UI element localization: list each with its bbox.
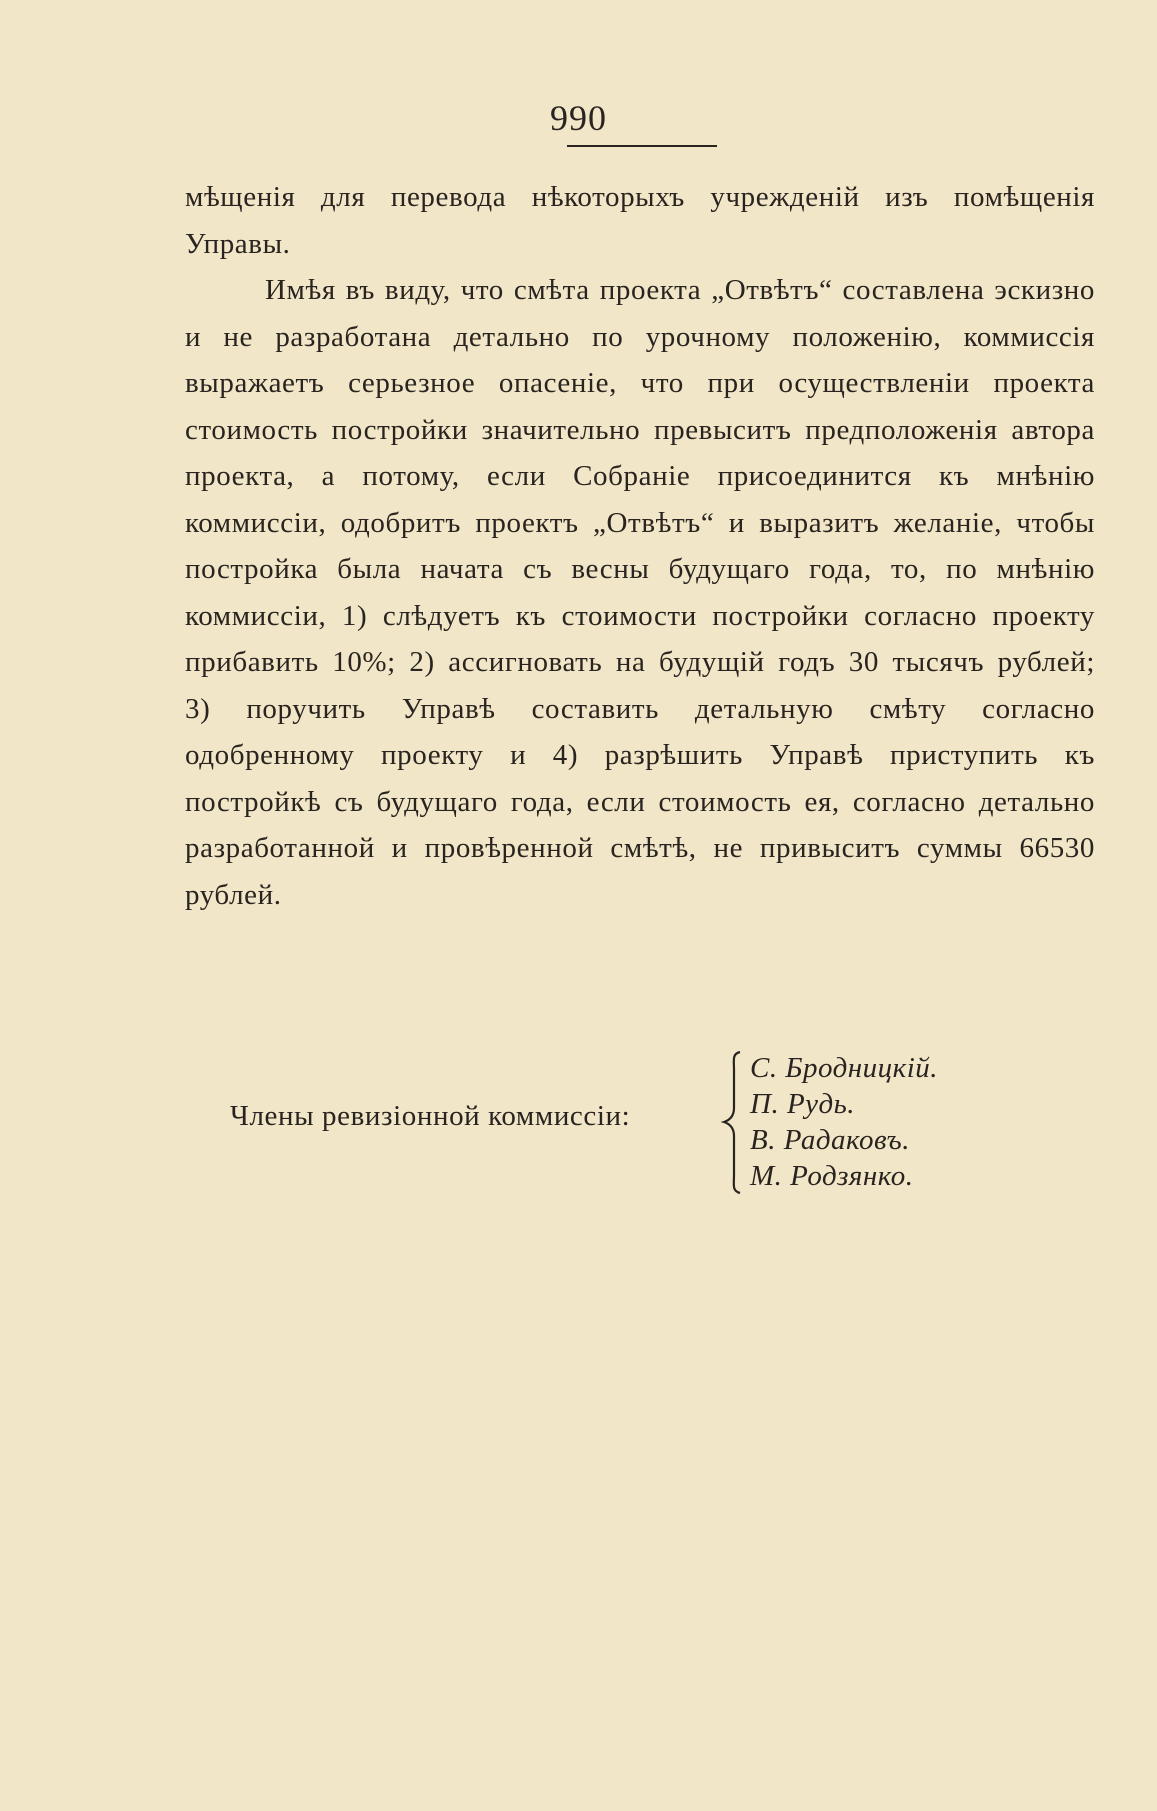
signature-label: Члены ревизіонной коммиссіи: <box>230 1100 631 1132</box>
signature-name: С. Бродницкій. <box>750 1052 938 1084</box>
signature-name: П. Рудь. <box>750 1088 856 1120</box>
page-number-rule <box>567 145 717 147</box>
signature-name: М. Родзянко. <box>750 1160 914 1192</box>
signature-name: В. Радаковъ. <box>750 1124 910 1156</box>
paragraph-2: Имѣя въ виду, что смѣта проекта „Отвѣтъ“ составлена эскизно и не разработана детально по урочному положенію, коммиссія выражаетъ серьезное опасеніе, что при осуществленіи проекта стоимость постройки значительно превыситъ предположенія автора проекта, а потому, если Собраніе присоединится къ мнѣнію коммиссіи, одобритъ проектъ „Отвѣтъ“ и выразитъ желаніе, чтобы постройка была начата съ весны будущаго года, то, по мнѣнію коммиссіи, 1) слѣдуетъ къ стоимости постройки согласно проекту прибавить 10%; 2) ассигновать на будущій годъ 30 тысячъ рублей; 3) поручить Управѣ составить детальную смѣту согласно одобренному проекту и 4) разрѣшить Управѣ приступить къ постройкѣ съ будущаго года, если стоимость ея, согласно детально разработанной и провѣренной смѣтѣ, не привыситъ суммы 66530 рублей. <box>185 274 1095 911</box>
paragraph-1: мѣщенія для перевода нѣкоторыхъ учрежденій изъ помѣщенія Управы. <box>185 181 1095 260</box>
body-text <box>185 174 1095 918</box>
page-number: 990 <box>550 98 607 138</box>
curly-brace-icon <box>720 1050 746 1195</box>
signature-block <box>230 1050 1030 1200</box>
signature-names <box>750 1050 938 1194</box>
